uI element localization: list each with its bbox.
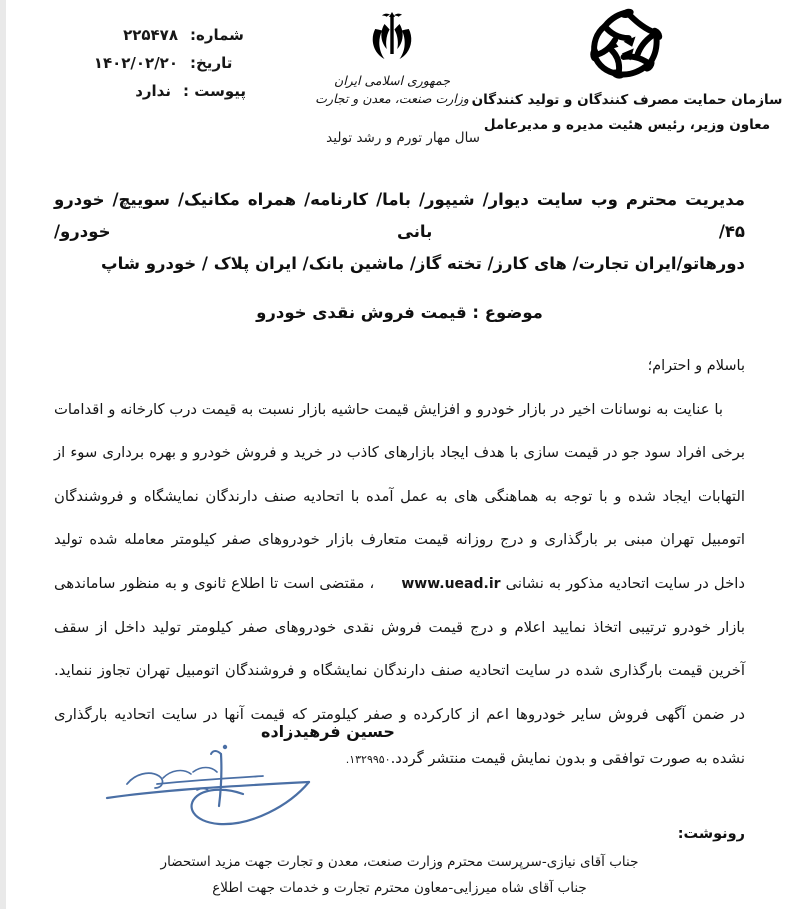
cc-block: [6, 826, 797, 909]
organization-star-logo-icon: [584, 4, 670, 86]
year-slogan: سال مهار تورم و رشد تولید: [326, 130, 480, 146]
body-part-2: ، مقتضی است تا اطلاع ثانوی و به منظور ساماندهی بازار خودرو ترتیبی اتخاذ نمایید اعلام و درج قیمت فروش نقدی خودروهای صفر کیلومتر تولید داخل از سقف آخرین قیمت بارگذاری شده در سایت اتحادیه صنف دارندگان نمایشگاه و فروشندگان اتومبیل تهران تجاوز ننماید. در ضمن آگهی فروش سایر خودروها اعم از کارکرده و صفر کیلومتر که قیمت آنها در سایت اتحادیه بارگذاری نشده به صورت توافقی و بدون نمایش قیمت منتشر گردد.: [54, 575, 745, 767]
organization-role: معاون وزیر، رئیس هئیت مدیره و مدیرعامل: [483, 116, 771, 133]
cc-item-1: جناب آقای نیازی-سرپرست محترم وزارت صنعت، معدن و تجارت جهت مزید استحضار: [160, 854, 639, 870]
body-reference-number: ۱۳۲۹۹۵۰.: [345, 752, 391, 766]
letter-attachment-label: پیوست :: [182, 82, 246, 100]
letter-date-value: ۱۴۰۲/۰۲/۲۰: [93, 54, 178, 72]
letter-attachment-value: ندارد: [135, 82, 171, 100]
iran-national-emblem-icon: [361, 12, 423, 70]
letter-date-label: تاریخ:: [190, 54, 233, 72]
cc-item-2: جناب آقای شاه میرزایی-معاون محترم تجارت و خدمات جهت اطلاع: [212, 879, 587, 896]
emblem-ministry-label: وزارت صنعت، معدن و تجارت: [315, 91, 469, 106]
handwritten-signature: [101, 740, 341, 830]
body-part-1: با عنایت به نوسانات اخیر در بازار خودرو و افزایش قیمت حاشیه بازار نسبت به قیمت درب کارخانه و اقدامات برخی افراد سود جو در قیمت سازی با هدف ایجاد بازارهای کاذب در خرید و فروش خودرو و بهره برداری سوء از التهابات ایجاد شده و با توجه به هماهنگی های به عمل آمده با اتحادیه صنف دارندگان نمایشگاه و فروشندگان اتومبیل تهران مبنی بر بارگذاری و درج روزانه قیمت متعارف بازار خودروهای صفر کیلومتر معامله شده تولید داخل در سایت اتحادیه مذکور به نشانی: [54, 400, 745, 593]
letter-attachment-row: [6, 82, 306, 100]
addressee-line-2: دورهاتو/ایران تجارت/ های کارز/ تخته گاز/ ماشین بانک/ ایران پلاک / خودرو شاپ: [100, 254, 745, 274]
cc-title: رونوشت:: [677, 826, 745, 842]
organization-block: [467, 4, 787, 136]
subject-line: موضوع : قیمت فروش نقدی خودرو: [256, 302, 543, 322]
emblem-country-label: جمهوری اسلامی ایران: [334, 73, 450, 88]
signatory-name: حسین فرهیدزاده: [261, 722, 395, 741]
addressee-block: [54, 184, 745, 281]
letter-number-value: ۲۲۵۴۷۸: [123, 26, 178, 44]
cc-item-clipped: [54, 901, 745, 909]
signature-block: [6, 712, 797, 822]
letter-meta-block: [6, 26, 306, 110]
national-emblem-block: [312, 12, 472, 106]
letter-number-row: [6, 26, 306, 44]
letter-number-label: شماره:: [190, 26, 244, 44]
addressee-line-1: مدیریت محترم وب سایت دیوار/ شیپور/ باما/ کارنامه/ همراه مکانیک/ سوییچ/ خودرو ۴۵/ بانی خودرو/: [54, 190, 745, 242]
greeting-line: باسلام و احترام؛: [647, 357, 745, 374]
letterhead: [6, 0, 797, 172]
uead-website-link[interactable]: www.uead.ir: [401, 576, 501, 593]
letter-date-row: [6, 54, 306, 72]
organization-name: سازمان حمایت مصرف کنندگان و تولید کنندگان: [471, 92, 783, 108]
